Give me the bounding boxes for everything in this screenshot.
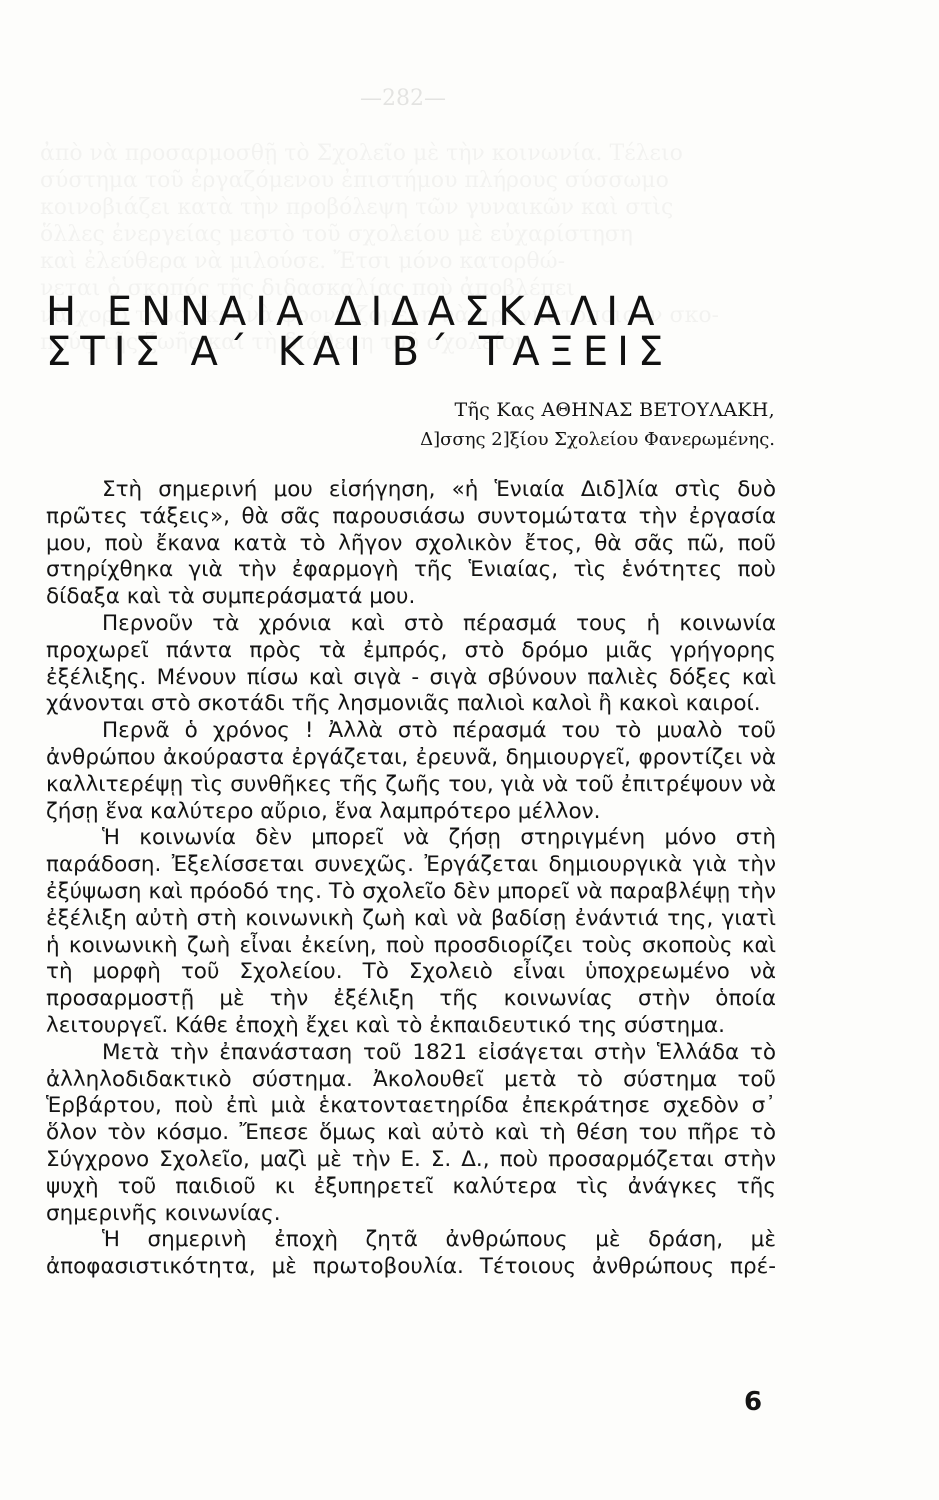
article-title-line-1: Η ΕΝΝΑΙΑ ΔΙΔΑΣΚΑΛΙΑ [46,289,664,335]
paragraph: Ἡ σημερινὴ ἐποχὴ ζητᾶ ἀνθρώπους μὲ δράση, μὲ ἀποφασιστικότητα, μὲ πρωτοβουλία. Τέτοιους ἀνθρώπους πρέ- [46,1227,776,1280]
article-title-line-2: ΣΤΙΣ Α΄ ΚΑΙ Β΄ ΤΑΞΕΙΣ [46,329,673,375]
article-body [46,477,776,1281]
author-block [420,396,775,454]
signature-folio-mark: 6 [744,1387,763,1417]
paragraph: Μετὰ τὴν ἐπανάσταση τοῦ 1821 εἰσάγεται στὴν Ἑλλάδα τὸ ἀλληλοδιδακτικὸ σύστημα. Ἀκολουθεῖ μετὰ τὸ σύστημα τοῦ Ἑρβάρτου, ποὺ ἐπὶ μιὰ ἑκατονταετηρίδα ἐπεκράτησε σχεδὸν σ᾽ ὅλον τὸν κόσμο. Ἔπεσε ὅμως καὶ αὐτὸ καὶ τὴ θέση του πῆρε τὸ Σύγχρονο Σχολεῖο, μαζὶ μὲ τὴν Ε. Σ. Δ., ποὺ προσαρμόζεται στὴν ψυχὴ τοῦ παιδιοῦ κι ἐξυπηρετεῖ καλύτερα τὶς ἀνάγκες τῆς σημερινῆς κοινωνίας. [46,1039,776,1226]
paragraph: Περνοῦν τὰ χρόνια καὶ στὸ πέρασμά τους ἡ κοινωνία προχωρεῖ πάντα πρὸς τὰ ἐμπρός, στὸ δρόμο μιᾶς γρήγορης ἐξέλιξης. Μένουν πίσω καὶ σιγὰ - σιγὰ σβύνουν παλιὲς δόξες καὶ χάνονται στὸ σκοτάδι τῆς λησμονιᾶς παλιοὶ καλοὶ ἢ κακοὶ καιροί. [46,610,776,717]
faint-page-number: —282— [360,86,446,111]
author-name: Τῆς Κας ΑΘΗΝΑΣ ΒΕΤΟΥΛΑΚΗ, [454,399,775,421]
paragraph: Ἡ κοινωνία δὲν μπορεῖ νὰ ζήσῃ στηριγμένη μόνο στὴ παράδοση. Ἐξελίσσεται συνεχῶς. Ἐργάζεται δημιουργικὰ γιὰ τὴν ἐξύψωση καὶ πρόοδό της. Τὸ σχολεῖο δὲν μπορεῖ νὰ παραβλέψῃ τὴν ἐξέλιξη αὐτὴ στὴ κοινωνικὴ ζωὴ καὶ νὰ βαδίσῃ ἐνάντιά της, γιατὶ ἡ κοινωνικὴ ζωὴ εἶναι ἐκείνη, ποὺ προσδιορίζει τοὺς σκοποὺς καὶ τὴ μορφὴ τοῦ Σχολείου. Τὸ Σχολειὸ εἶναι ὑποχρεωμένο νὰ προσαρμοστῇ μὲ τὴν ἐξέλιξη τῆς κοινωνίας στὴν ὁποία λειτουργεῖ. Κάθε ἐποχὴ ἔχει καὶ τὸ ἐκπαιδευτικό της σύστημα. [46,825,776,1038]
paragraph: Περνᾶ ὁ χρόνος ! Ἀλλὰ στὸ πέρασμά του τὸ μυαλὸ τοῦ ἀνθρώπου ἀκούραστα ἐργάζεται, ἐρευνᾶ, δημιουργεῖ, φροντίζει νὰ καλλιτερέψῃ τὶς συνθῆκες τῆς ζωῆς του, γιὰ νὰ τοῦ ἐπιτρέψουν νὰ ζήσῃ ἕνα καλύτερο αὔριο, ἕνα λαμπρότερο μέλλον. [46,718,776,824]
paragraph: Στὴ σημερινή μου εἰσήγηση, «ἡ Ἑνιαία Διδ]λία στὶς δυὸ πρῶτες τάξεις», θὰ σᾶς παρουσιάσω συντομώτατα τὴν ἐργασία μου, ποὺ ἔκανα κατὰ τὸ λῆγον σχολικὸν ἔτος, θὰ σᾶς πῶ, ποῦ στηρίχθηκα γιὰ τὴν ἐφαρμογὴ τῆς Ἑνιαίας, τὶς ἑνότητες ποὺ δίδαξα καὶ τὰ συμπεράσματά μου. [46,477,776,610]
author-role: Δ]σσης 2]ξίου Σχολείου Φανερωμένης. [420,429,775,450]
